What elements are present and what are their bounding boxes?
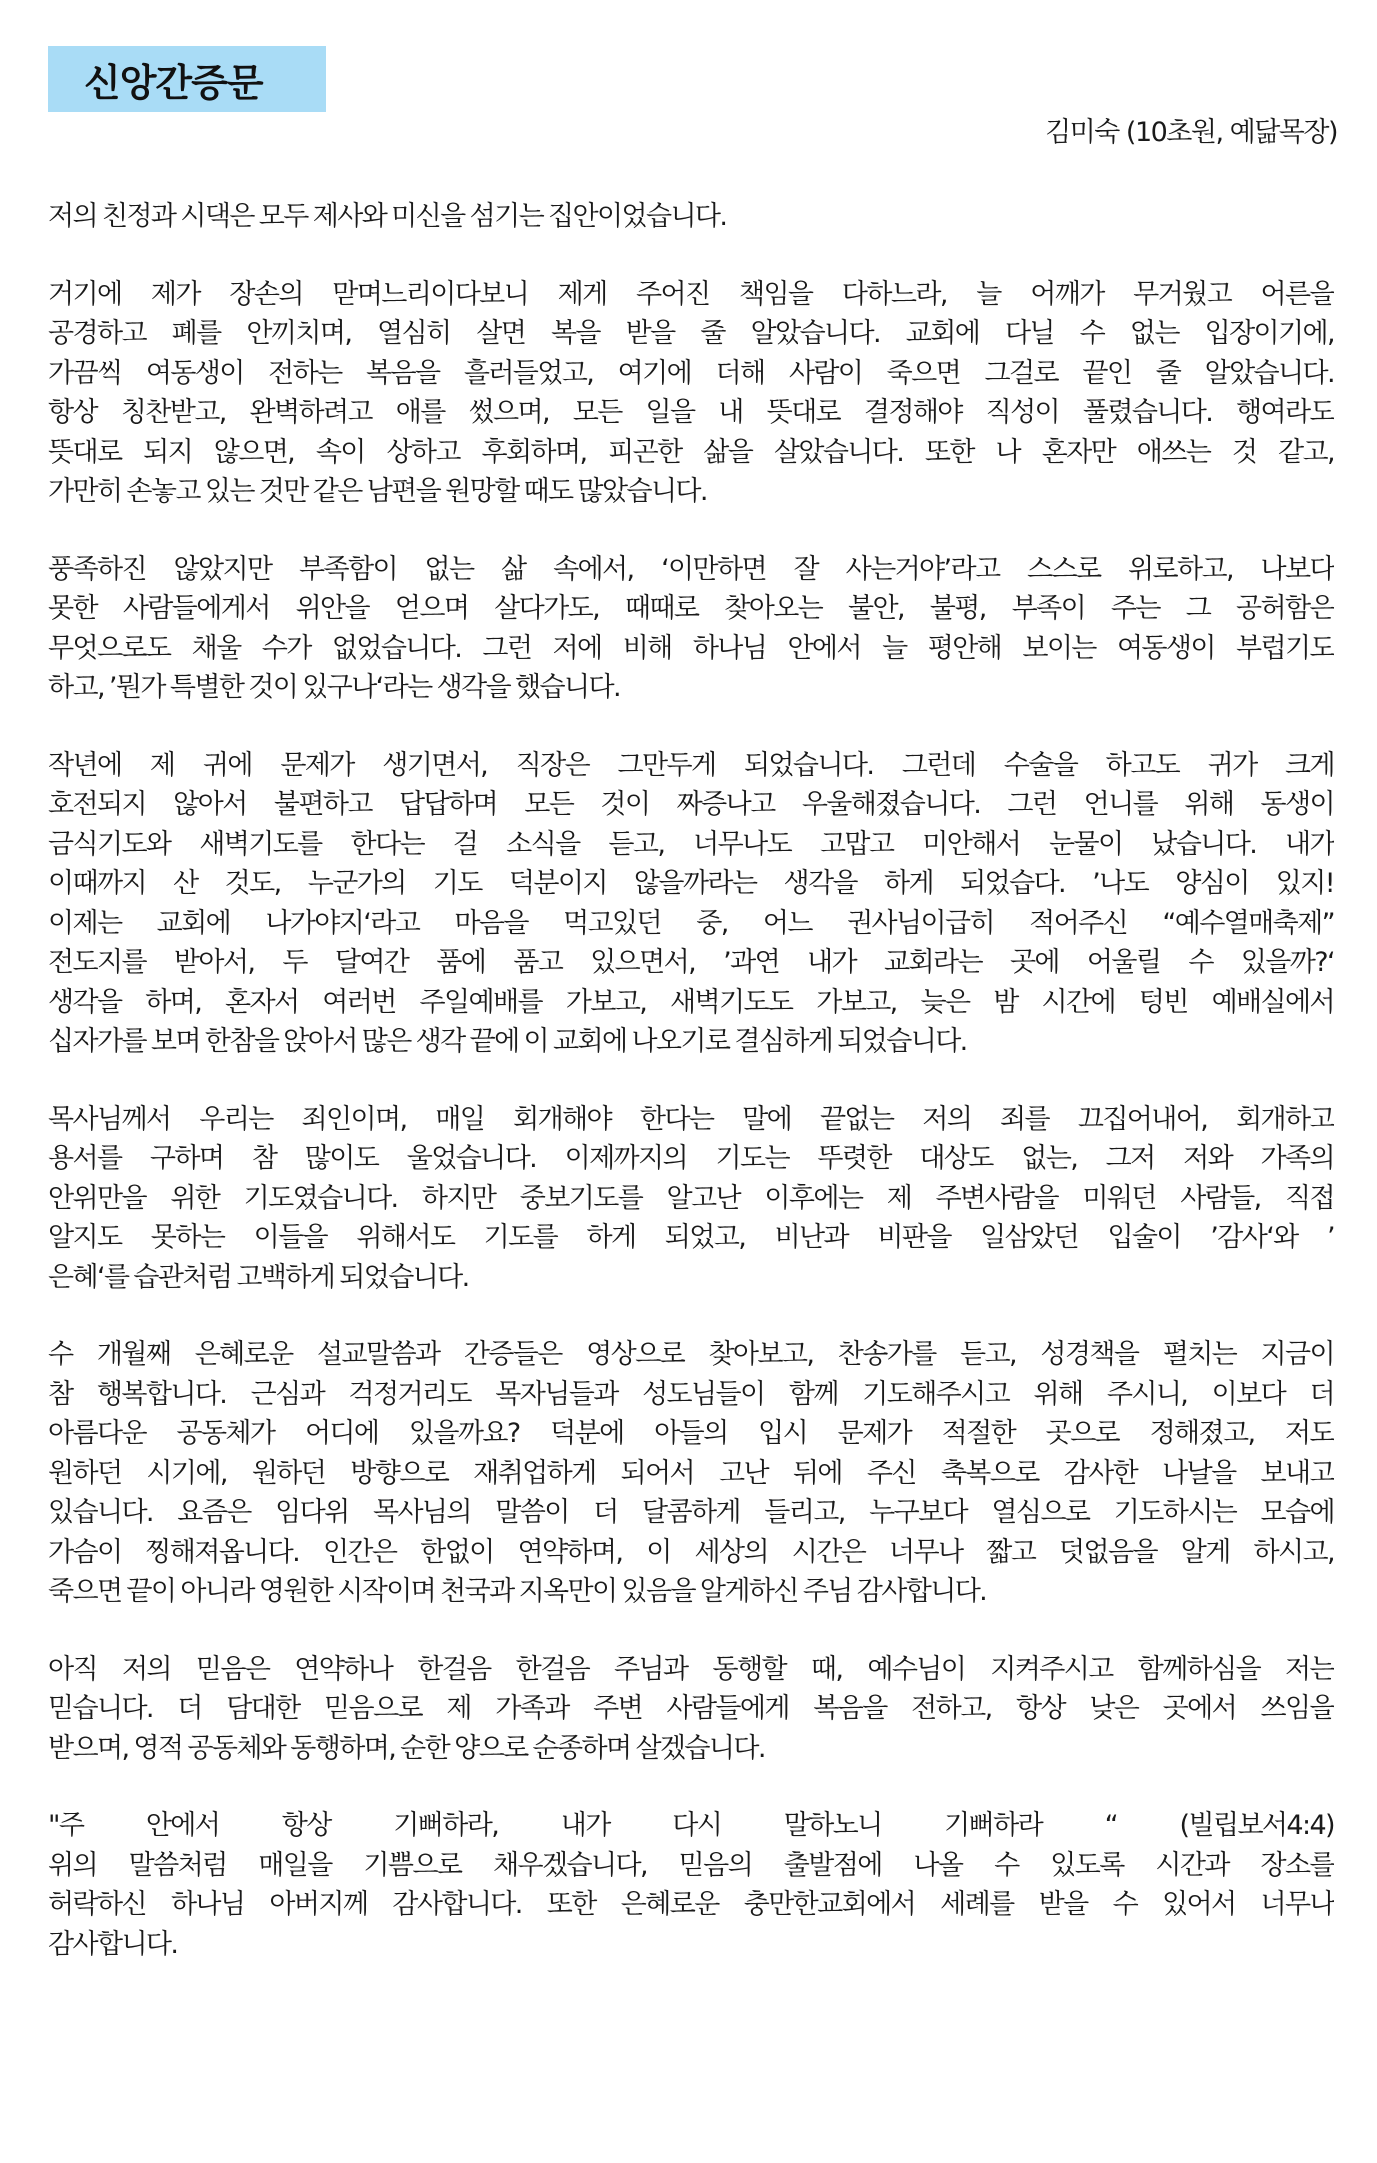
paragraph xyxy=(48,550,1334,708)
author-byline: 김미숙 (10초원, 예닮목장) xyxy=(1045,117,1337,148)
text-line: 뜻대로 되지 않으면, 속이 상하고 후회하며, 피곤한 삶을 살았습니다. 또한 나 혼자만 애쓰는 것 같고, xyxy=(48,436,1334,468)
text-line: 수 개월째 은혜로운 설교말씀과 간증들은 영상으로 찾아보고, 찬송가를 듣고, 성경책을 펼치는 지금이 xyxy=(48,1339,1334,1370)
text-line: 안위만을 위한 기도였습니다. 하지만 중보기도를 알고난 이후에는 제 주변사람을 미워던 사람들, 직접 xyxy=(48,1182,1334,1214)
text-line: 가끔씩 여동생이 전하는 복음을 흘러들었고, 여기에 더해 사람이 죽으면 그걸로 끝인 줄 알았습니다. xyxy=(48,357,1334,389)
text-line: 아직 저의 믿음은 연약하나 한걸음 한걸음 주님과 동행할 때, 예수님이 지켜주시고 함께하심을 저는 xyxy=(48,1653,1334,1685)
text-line: 십자가를 보며 한참을 앉아서 많은 생각 끝에 이 교회에 나오기로 결심하게 되었습니다. xyxy=(48,1026,967,1057)
text-line: 허락하신 하나님 아버지께 감사합니다. 또한 은혜로운 충만한교회에서 세례를 받을 수 있어서 너무나 xyxy=(48,1889,1334,1920)
text-line: 아름다운 공동체가 어디에 있을까요? 덕분에 아들의 입시 문제가 적절한 곳으로 정해졌고, 저도 xyxy=(48,1418,1334,1449)
text-line: 받으며, 영적 공동체와 동행하며, 순한 양으로 순종하며 살겠습니다. xyxy=(48,1732,765,1764)
paragraph xyxy=(48,1335,1334,1612)
text-line: 있습니다. 요즘은 임다위 목사님의 말씀이 더 달콤하게 들리고, 누구보다 열심으로 기도하시는 모습에 xyxy=(48,1497,1334,1528)
text-line: 참 행복합니다. 근심과 걱정거리도 목자님들과 성도님들이 함께 기도해주시고 위해 주시니, 이보다 더 xyxy=(48,1378,1334,1410)
text-line: 하고, ’뭔가 특별한 것이 있구나‘라는 생각을 했습니다. xyxy=(48,672,620,703)
text-line: 가슴이 찡해져옵니다. 인간은 한없이 연약하며, 이 세상의 시간은 너무나 짧고 덧없음을 알게 하시고, xyxy=(48,1536,1334,1568)
text-line: 무엇으로도 채울 수가 없었습니다. 그런 저에 비해 하나님 안에서 늘 평안해 보이는 여동생이 부럽기도 xyxy=(48,632,1334,664)
text-line: 죽으면 끝이 아니라 영원한 시작이며 천국과 지옥만이 있음을 알게하신 주님 감사합니다. xyxy=(48,1576,987,1607)
text-line: 호전되지 않아서 불편하고 답답하며 모든 것이 짜증나고 우울해졌습니다. 그런 언니를 위해 동생이 xyxy=(48,789,1334,820)
paragraph xyxy=(48,275,1334,512)
paragraph xyxy=(48,1100,1334,1298)
testimony-body xyxy=(48,197,1334,2002)
text-line: "주 안에서 항상 기뻐하라, 내가 다시 말하노니 기뻐하라 “ (빌립보서4:4) xyxy=(48,1810,1334,1841)
text-line: 이때까지 산 것도, 누군가의 기도 덕분이지 않을까라는 생각을 하게 되었습다. ’나도 양심이 있지! xyxy=(48,868,1334,899)
text-line: 용서를 구하며 참 많이도 울었습니다. 이제까지의 기도는 뚜렷한 대상도 없는, 그저 저와 가족의 xyxy=(48,1143,1334,1174)
text-line: 공경하고 폐를 안끼치며, 열심히 살면 복을 받을 줄 알았습니다. 교회에 다닐 수 없는 입장이기에, xyxy=(48,318,1334,349)
text-line: 저의 친정과 시댁은 모두 제사와 미신을 섬기는 집안이었습니다. xyxy=(48,201,727,232)
text-line: 거기에 제가 장손의 맏며느리이다보니 제게 주어진 책임을 다하느라, 늘 어깨가 무거웠고 어른을 xyxy=(48,278,1334,310)
text-line: 생각을 하며, 혼자서 여러번 주일예배를 가보고, 새벽기도도 가보고, 늦은 밤 시간에 텅빈 예배실에서 xyxy=(48,986,1334,1018)
text-line: 금식기도와 새벽기도를 한다는 걸 소식을 듣고, 너무나도 고맙고 미안해서 눈물이 났습니다. 내가 xyxy=(48,828,1334,860)
text-line: 은혜‘를 습관처럼 고백하게 되었습니다. xyxy=(48,1261,469,1293)
text-line: 작년에 제 귀에 문제가 생기면서, 직장은 그만두게 되었습니다. 그런데 수술을 하고도 귀가 크게 xyxy=(48,749,1334,781)
text-line: 알지도 못하는 이들을 위해서도 기도를 하게 되었고, 비난과 비판을 일삼았던 입술이 ’감사‘와 ’ xyxy=(48,1222,1334,1253)
text-line: 가만히 손놓고 있는 것만 같은 남편을 원망할 때도 많았습니다. xyxy=(48,476,707,507)
text-line: 항상 칭찬받고, 완벽하려고 애를 썼으며, 모든 일을 내 뜻대로 결정해야 직성이 풀렸습니다. 행여라도 xyxy=(48,397,1334,428)
text-line: 이제는 교회에 나가야지‘라고 마음을 먹고있던 중, 어느 권사님이급히 적어주신 “예수열매축제” xyxy=(48,907,1334,939)
text-line: 풍족하진 않았지만 부족함이 없는 삶 속에서, ‘이만하면 잘 사는거야’라고 스스로 위로하고, 나보다 xyxy=(48,553,1334,585)
text-line: 전도지를 받아서, 두 달여간 품에 품고 있으면서, ’과연 내가 교회라는 곳에 어울릴 수 있을까?‘ xyxy=(48,947,1334,978)
text-line: 원하던 시기에, 원하던 방향으로 재취업하게 되어서 고난 뒤에 주신 축복으로 감사한 나날을 보내고 xyxy=(48,1457,1334,1489)
paragraph xyxy=(48,1806,1334,1964)
text-line: 믿습니다. 더 담대한 믿음으로 제 가족과 주변 사람들에게 복음을 전하고, 항상 낮은 곳에서 쓰임을 xyxy=(48,1693,1334,1724)
paragraph xyxy=(48,746,1334,1062)
text-line: 감사합니다. xyxy=(48,1928,178,1960)
paragraph xyxy=(48,1650,1334,1769)
paragraph xyxy=(48,197,1334,237)
title-banner xyxy=(48,46,326,112)
text-line: 목사님께서 우리는 죄인이며, 매일 회개해야 한다는 말에 끝없는 저의 죄를 끄집어내어, 회개하고 xyxy=(48,1103,1334,1135)
text-line: 못한 사람들에게서 위안을 얻으며 살다가도, 때때로 찾아오는 불안, 불평, 부족이 주는 그 공허함은 xyxy=(48,593,1334,624)
page-title: 신앙간증문 xyxy=(84,60,263,105)
text-line: 위의 말씀처럼 매일을 기쁨으로 채우겠습니다, 믿음의 출발점에 나올 수 있도록 시간과 장소를 xyxy=(48,1849,1334,1881)
